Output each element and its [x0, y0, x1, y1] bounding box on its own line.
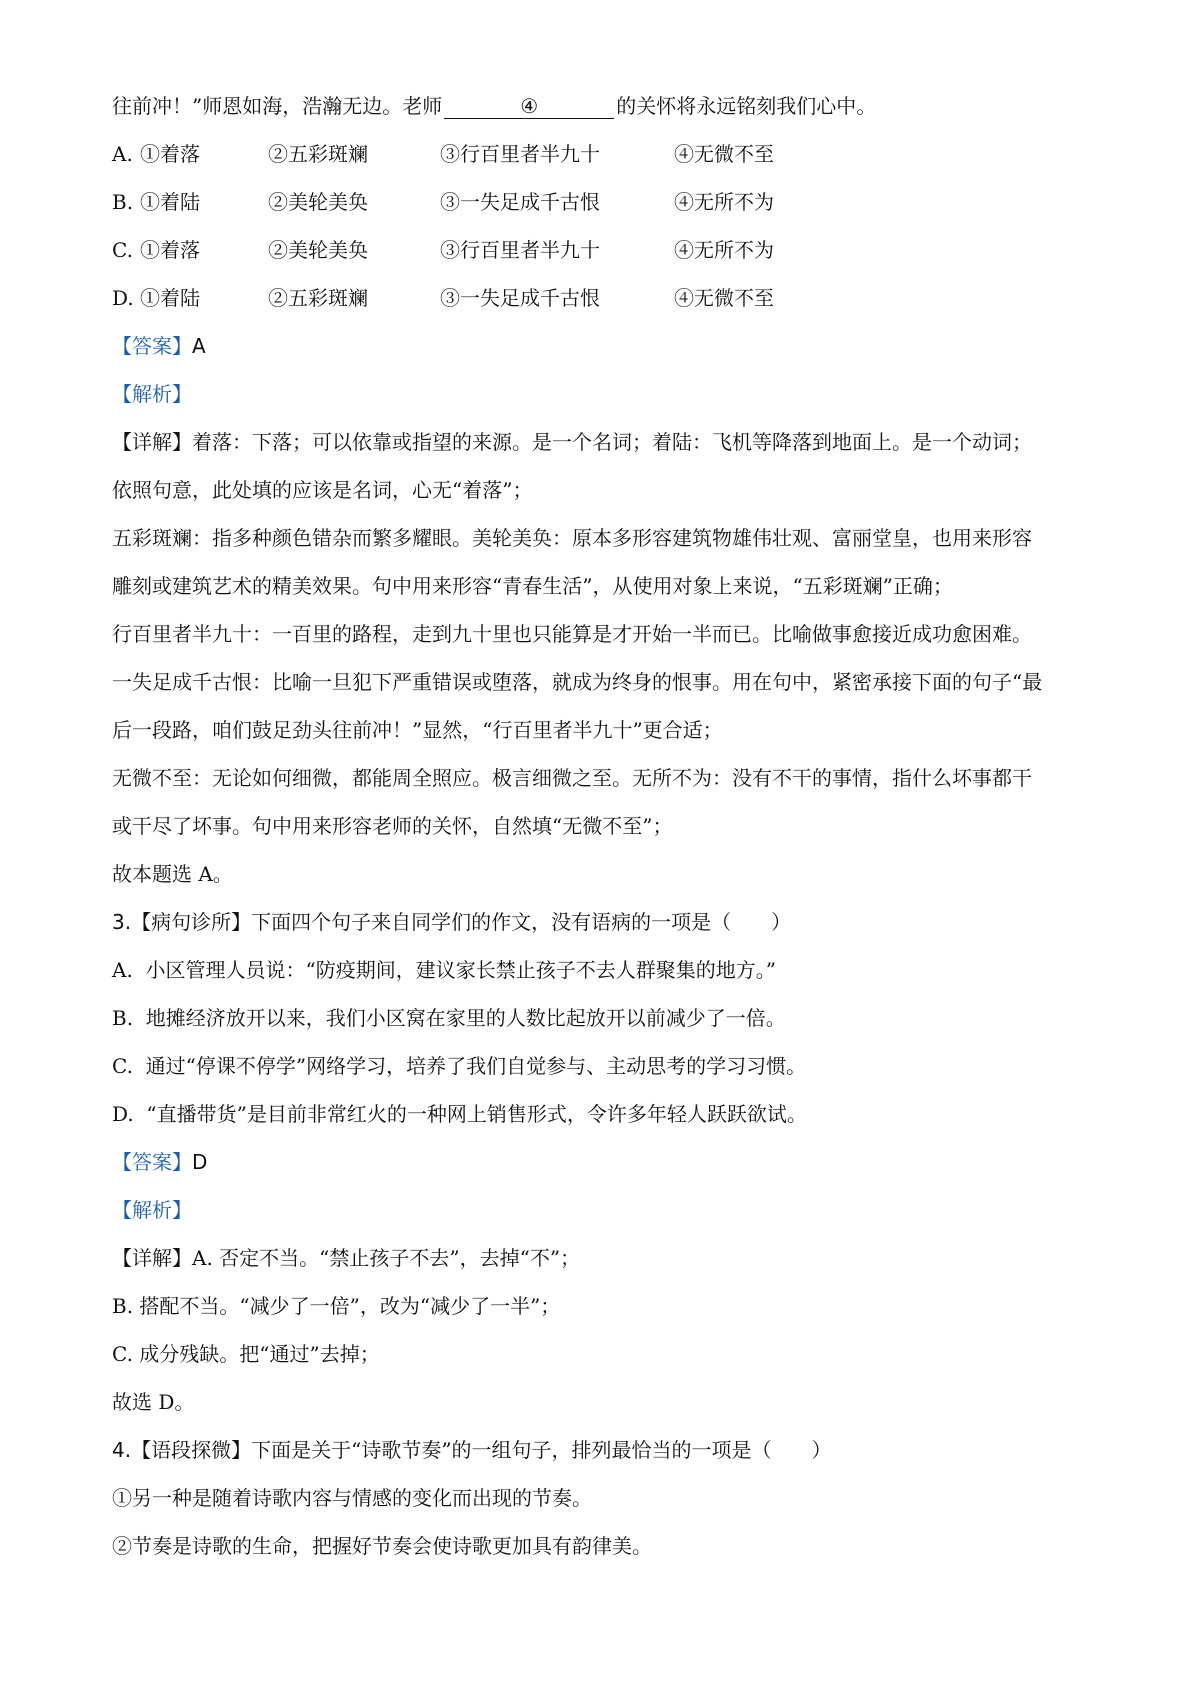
- q3-stem: 3.【病句诊所】下面四个句子来自同学们的作文，没有语病的一项是（ ）: [112, 910, 792, 934]
- q4-item-2: ②节奏是诗歌的生命，把握好节奏会使诗歌更加具有韵律美。: [112, 1534, 652, 1558]
- analysis-tag: 【解析】: [112, 382, 192, 406]
- q3-analysis-heading: [112, 1196, 192, 1224]
- answer-tag: 【答案】: [112, 1150, 192, 1174]
- q2-detail-line: 雕刻或建筑艺术的精美效果。句中用来形容“青春生活”，从使用对象上来说，“五彩斑斓”正确；: [112, 574, 953, 598]
- answer-value: D: [192, 1150, 208, 1174]
- q3-detail-line: B. 搭配不当。“减少了一倍”，改为“减少了一半”；: [112, 1294, 561, 1318]
- q2-option-a: A. ①着落 ②五彩斑斓 ③行百里者半九十 ④无微不至: [112, 142, 774, 166]
- q3-option-d: D. “直播带货”是目前非常红火的一种网上销售形式，令许多年轻人跃跃欲试。: [112, 1102, 807, 1126]
- q4-stem: 4.【语段探微】下面是关于“诗歌节奏”的一组句子，排列最恰当的一项是（ ）: [112, 1438, 832, 1462]
- q2-option-d: D. ①着陆 ②五彩斑斓 ③一失足成千古恨 ④无微不至: [112, 286, 774, 310]
- q2-detail-line: 行百里者半九十：一百里的路程，走到九十里也只能算是才开始一半而已。比喻做事愈接近成功愈困难。: [112, 622, 1032, 646]
- question-number: 4.: [112, 1438, 132, 1462]
- fill-blank-4: ④: [444, 94, 614, 119]
- question-tag: 【病句诊所】: [131, 910, 252, 934]
- intro-after: 的关怀将永远铭刻我们心中。: [616, 94, 877, 118]
- q3-detail-line: 【详解】A. 否定不当。“禁止孩子不去”，去掉“不”；: [112, 1246, 581, 1270]
- q2-detail-line: 依照句意，此处填的应该是名词，心无“着落”；: [112, 478, 533, 502]
- question-tag: 【语段探微】: [131, 1438, 252, 1462]
- detail-tag: 【详解】: [112, 1246, 192, 1270]
- q2-detail-line: 【详解】着落：下落；可以依靠或指望的来源。是一个名词；着陆：飞机等降落到地面上。是一个动词；: [112, 430, 1032, 454]
- answer-tag: 【答案】: [112, 334, 192, 358]
- q2-analysis-heading: [112, 380, 192, 408]
- q3-option-a: A. 小区管理人员说：“防疫期间，建议家长禁止孩子不去人群聚集的地方。”: [112, 958, 776, 982]
- q2-detail-line: 一失足成千古恨：比喻一旦犯下严重错误或堕落，就成为终身的恨事。用在句中，紧密承接下面的句子“最: [112, 670, 1043, 694]
- q3-option-b: B. 地摊经济放开以来，我们小区窝在家里的人数比起放开以前减少了一倍。: [112, 1006, 786, 1030]
- q3-conclusion: 故选 D。: [112, 1390, 195, 1414]
- detail-tag: 【详解】: [112, 430, 192, 454]
- question-number: 3.: [112, 910, 132, 934]
- q3-answer: [112, 1148, 207, 1176]
- intro-sentence: [112, 92, 876, 120]
- q2-conclusion: 故本题选 A。: [112, 862, 233, 886]
- q2-detail-line: 后一段路，咱们鼓足劲头往前冲！”显然，“行百里者半九十”更合适；: [112, 718, 723, 742]
- q2-option-c: C. ①着落 ②美轮美奂 ③行百里者半九十 ④无所不为: [112, 238, 774, 262]
- q2-detail-line: 或干尽了坏事。句中用来形容老师的关怀，自然填“无微不至”；: [112, 814, 673, 838]
- intro-before: 往前冲！”师恩如海，浩瀚无边。老师: [112, 94, 443, 118]
- q2-detail-line: 五彩斑斓：指多种颜色错杂而繁多耀眼。美轮美奂：原本多形容建筑物雄伟壮观、富丽堂皇，也用来形容: [112, 526, 1032, 550]
- analysis-tag: 【解析】: [112, 1198, 192, 1222]
- q2-option-b: B. ①着陆 ②美轮美奂 ③一失足成千古恨 ④无所不为: [112, 190, 774, 214]
- q3-option-c: C. 通过“停课不停学”网络学习，培养了我们自觉参与、主动思考的学习习惯。: [112, 1054, 807, 1078]
- q4-item-1: ①另一种是随着诗歌内容与情感的变化而出现的节奏。: [112, 1486, 592, 1510]
- answer-value: A: [192, 334, 206, 358]
- q2-answer: [112, 332, 206, 360]
- q2-detail-line: 无微不至：无论如何细微，都能周全照应。极言细微之至。无所不为：没有不干的事情，指什么坏事都干: [112, 766, 1032, 790]
- q3-detail-line: C. 成分残缺。把“通过”去掉；: [112, 1342, 380, 1366]
